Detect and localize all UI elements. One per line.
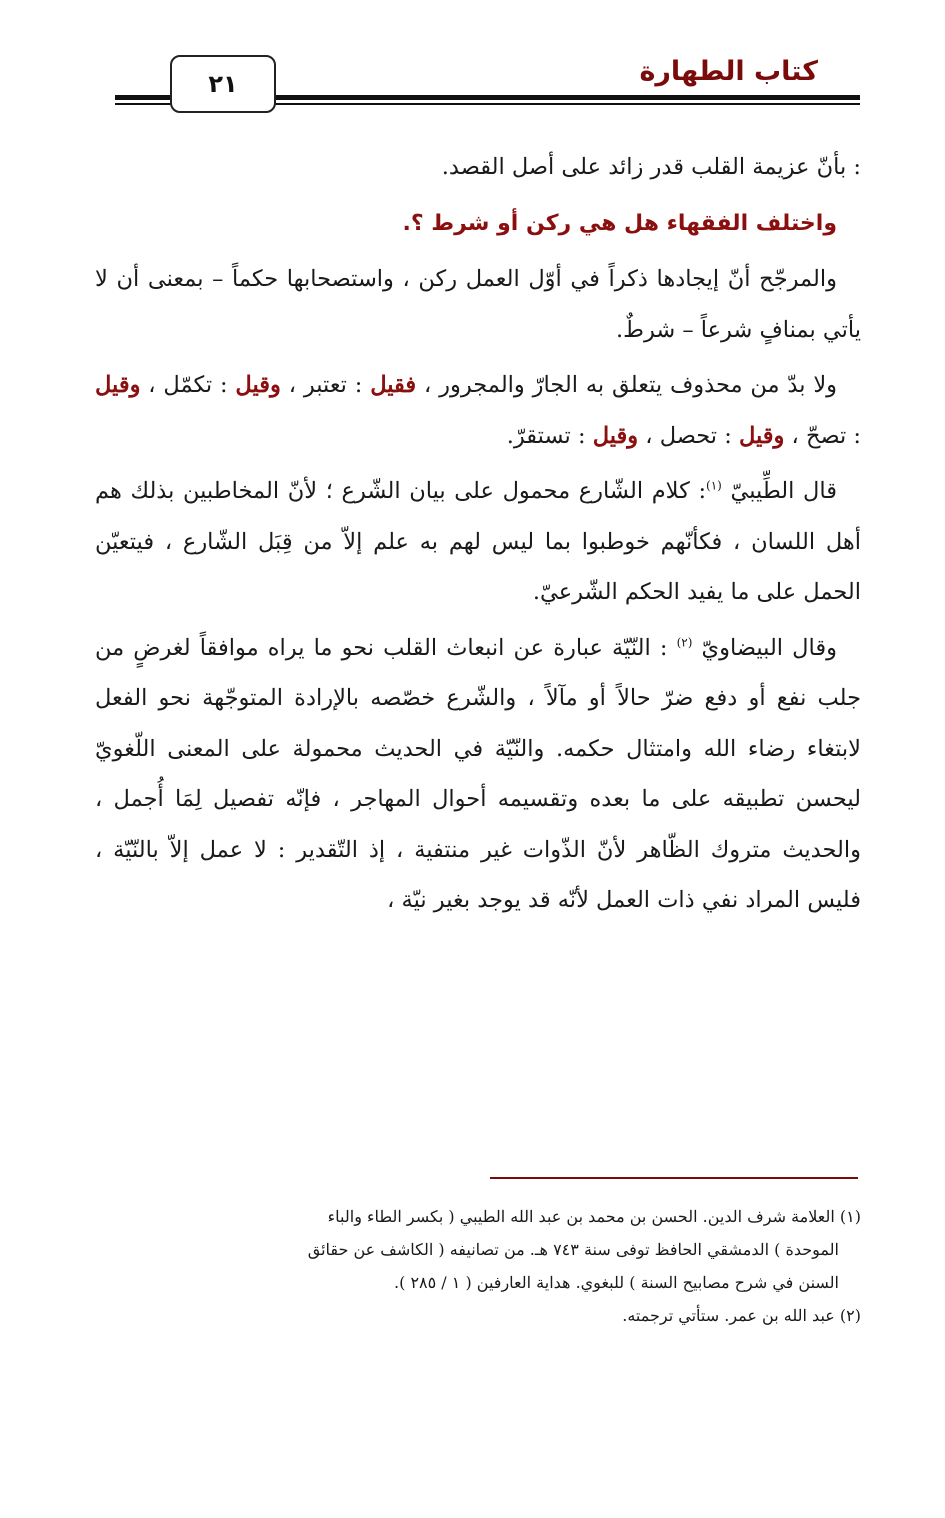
para-4-lead: وقال البيضاويّ bbox=[701, 634, 837, 661]
keyword-waqil: وقيل bbox=[738, 422, 785, 449]
keyword-waqil: وقيل bbox=[235, 372, 281, 398]
para-2-text: : تصحّ ، bbox=[784, 422, 861, 449]
paragraph-3 bbox=[95, 466, 861, 618]
footnote-divider bbox=[490, 1177, 858, 1179]
para-2-text: ولا بدّ من محذوف يتعلق به الجارّ والمجرور ، bbox=[416, 372, 838, 398]
paragraph-1: والمرجّح أنّ إيجادها ذكراً في أوّل العمل ركن ، واستصحابها حكماً – بمعنى أن لا يأتي بمنافٍ شرعاً – شرطٌ. bbox=[95, 266, 861, 343]
page-number: ٢١ bbox=[208, 70, 238, 98]
footnote-2: (٢) عبد الله بن عمر. ستأتي ترجمته. bbox=[622, 1306, 861, 1325]
page-header bbox=[115, 52, 860, 112]
para-2-text: : تحصل ، bbox=[638, 422, 739, 449]
heading-text: واختلف الفقهاء هل هي ركن أو شرط ؟. bbox=[402, 210, 837, 236]
keyword-faqil: فقيل bbox=[370, 372, 417, 398]
main-text bbox=[95, 142, 861, 931]
footnote-ref-2[interactable]: (٢) bbox=[676, 635, 693, 649]
footnotes bbox=[95, 1200, 861, 1332]
keyword-waqil: وقيل bbox=[592, 422, 639, 449]
para-2-text: : تعتبر ، bbox=[280, 372, 371, 398]
paragraph-4 bbox=[95, 623, 861, 926]
text-line-1: : بأنّ عزيمة القلب قدر زائد على أصل القصد. bbox=[441, 154, 861, 180]
footnote-1-line-1: (١) العلامة شرف الدين. الحسن بن محمد بن عبد الله الطيبي ( بكسر الطاء والباء bbox=[327, 1207, 861, 1226]
para-2-text: : تكمّل ، bbox=[140, 372, 236, 398]
para-3-lead: قال الطِّيبيّ bbox=[730, 478, 838, 504]
footnote-1-line-2: الموحدة ) الدمشقي الحافظ توفى سنة ٧٤٣ هـ. من تصانيفه ( الكاشف عن حقائق bbox=[307, 1240, 839, 1259]
footnote-1-line-3: السنن في شرح مصابيح السنة ) للبغوي. هداية العارفين ( ١ / ٢٨٥ ). bbox=[394, 1273, 839, 1292]
section-heading bbox=[95, 198, 861, 250]
keyword-waqil: وقيل bbox=[95, 372, 141, 398]
para-4-text: : النّيّة عبارة عن انبعاث القلب نحو ما يراه موافقاً لغرضٍ من جلب نفع أو دفع ضرّ حالاً أو مآلاً ، والشّرع خصّصه بالإرادة المتوجّهة نحو الفعل لابتغاء رضاء الله وامتثال حكمه. والنّيّة في الحديث محمولة على المعنى اللّغويّ ليحسن تطبيقه على ما بعده وتقسيمه أحوال المهاجر ، فإنّه تفصيل لِمَا أُجمل ، والحديث متروك الظّاهر لأنّ الذّوات غير منتفية ، إذ التّقدير : لا عمل إلاّ بالنّيّة ، فليس المراد نفي ذات العمل لأنّه قد يوجد بغير نيّة ، bbox=[95, 634, 861, 913]
para-3-text: : كلام الشّارع محمول على بيان الشّرع ؛ لأنّ المخاطبين بذلك هم أهل اللسان ، فكأنّهم خوطبوا بما ليس لهم به علم إلاّ من قِبَل الشّارع ، فيتعيّن الحمل على ما يفيد الحكم الشّرعيّ. bbox=[95, 478, 861, 605]
book-title: كتاب الطهارة bbox=[639, 56, 818, 87]
paragraph-2 bbox=[95, 360, 861, 461]
page-number-box bbox=[170, 55, 276, 113]
para-2-text: : تستقرّ. bbox=[506, 422, 593, 449]
footnote-ref-1[interactable]: (١) bbox=[706, 478, 722, 493]
